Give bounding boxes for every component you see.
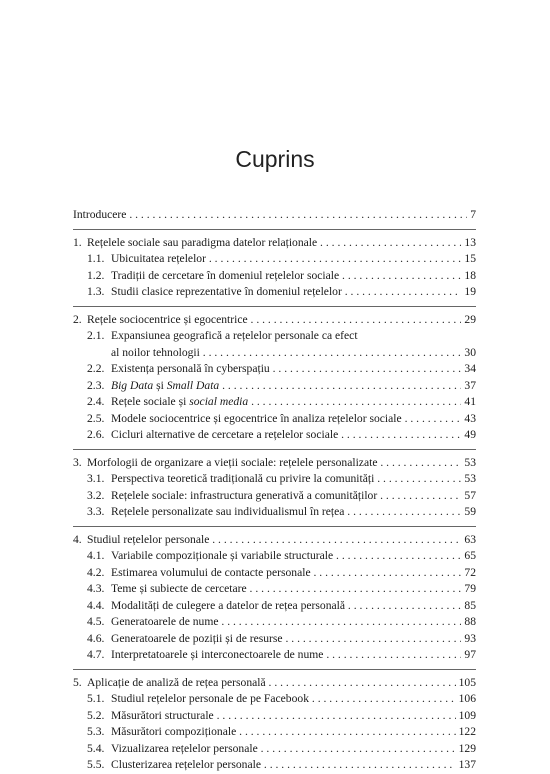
section-divider [73, 449, 476, 450]
toc-title: Cicluri alternative de cercetare a rețelelor sociale . . . [111, 427, 476, 444]
toc-number: 5.1. [87, 692, 105, 705]
toc-page-number: 59 [461, 504, 476, 521]
toc-title: Aplicație de analiză de rețea personală . . . [87, 675, 476, 692]
toc-section[interactable] [73, 741, 476, 758]
toc-chapter[interactable] [73, 455, 476, 472]
toc-page-number: 57 [461, 488, 476, 505]
toc-page-number: 34 [461, 361, 476, 378]
toc-page-number: 19 [461, 284, 476, 301]
toc-section[interactable] [73, 647, 476, 664]
toc-page-number: 30 [461, 345, 476, 362]
toc-section[interactable] [73, 565, 476, 582]
toc-section[interactable] [73, 757, 476, 774]
section-divider [73, 526, 476, 527]
toc-section[interactable] [73, 708, 476, 725]
toc-page-number: 88 [461, 614, 476, 631]
toc-title: Introducere . . . [73, 207, 476, 224]
page-title: Cuprins [235, 146, 315, 172]
toc-page-number: 105 [456, 675, 476, 692]
toc-number: 1.1. [87, 252, 105, 265]
toc-number: 5.5. [87, 758, 105, 771]
toc-title: Măsurători compoziționale . . . [111, 724, 476, 741]
toc-title: Estimarea volumului de contacte personale . . . [111, 565, 476, 582]
toc-title: Rețele sociale și social media . . . [111, 394, 476, 411]
section-divider [73, 669, 476, 670]
toc-page-number: 37 [461, 378, 476, 395]
toc-section[interactable] [73, 328, 476, 345]
toc-chapter[interactable] [73, 312, 476, 329]
toc-title: Teme și subiecte de cercetare . . . [111, 581, 476, 598]
toc-section[interactable] [73, 345, 476, 362]
toc-page-number: 93 [461, 631, 476, 648]
toc-number: 1.2. [87, 268, 105, 282]
toc-section[interactable] [73, 724, 476, 741]
toc-number: 4.7. [87, 648, 105, 661]
toc-title: Variabile compoziționale și variabile structurale . . . [111, 548, 476, 565]
section-divider [73, 229, 476, 230]
toc-page-number: 129 [456, 741, 476, 758]
toc-section[interactable] [73, 614, 476, 631]
toc-title: Expansiunea geografică a rețelelor personale ca efect [111, 329, 358, 342]
toc-title: Studiul rețelelor personale . . . [87, 532, 476, 549]
toc-number: 2.4. [87, 395, 105, 408]
toc-page-number: 106 [456, 691, 476, 708]
toc-section[interactable] [73, 411, 476, 428]
toc-section[interactable] [73, 471, 476, 488]
toc-section[interactable] [73, 488, 476, 505]
toc-section[interactable] [73, 504, 476, 521]
toc-number: 4.2. [87, 565, 105, 579]
toc-title: Rețelele sociale sau paradigma datelor relaționale . . . [87, 235, 476, 252]
toc-title: Rețelele personalizate sau individualismul în rețea . . . [111, 504, 476, 521]
toc-title: Generatoarele de nume . . . [111, 614, 476, 631]
toc-section[interactable] [73, 427, 476, 444]
toc-section[interactable] [73, 581, 476, 598]
toc-number: 5.3. [87, 725, 105, 738]
toc-title: Modalități de culegere a datelor de rețea personală . . . [111, 598, 476, 615]
toc-chapter[interactable] [73, 532, 476, 549]
toc-page-number: 122 [456, 724, 476, 741]
toc-number: 4.6. [87, 631, 105, 645]
toc-number: 2.2. [87, 362, 105, 375]
toc-title: Existența personală în cyberspațiu . . . [111, 361, 476, 378]
toc-number: 4.4. [87, 598, 105, 612]
toc-title: Big Data și Small Data . . . [111, 378, 476, 395]
toc-page-number: 43 [461, 411, 476, 428]
table-of-contents [73, 207, 476, 774]
toc-page-number: 49 [461, 427, 476, 444]
toc-title: Clusterizarea rețelelor personale . . . [111, 757, 476, 774]
toc-number: 1. [73, 235, 82, 249]
toc-page-number: 65 [461, 548, 476, 565]
toc-page-number: 72 [461, 565, 476, 582]
toc-number: 3.2. [87, 488, 105, 502]
toc-page-number: 29 [461, 312, 476, 329]
toc-number: 2.5. [87, 411, 105, 425]
toc-section[interactable] [73, 394, 476, 411]
toc-title: Rețelele sociale: infrastructura generativă a comunităților . . . [111, 488, 476, 505]
toc-number: 4.5. [87, 615, 105, 628]
toc-section[interactable] [73, 268, 476, 285]
toc-page-number: 53 [461, 471, 476, 488]
toc-section[interactable] [73, 361, 476, 378]
toc-page-number: 109 [456, 708, 476, 725]
toc-page-number: 79 [461, 581, 476, 598]
toc-page-number: 41 [461, 394, 476, 411]
toc-page-number: 97 [461, 647, 476, 664]
toc-page-number: 18 [461, 268, 476, 285]
toc-section[interactable] [73, 691, 476, 708]
toc-title: Studii clasice reprezentative în domeniul rețelelor . . . [111, 284, 476, 301]
toc-page-number: 13 [461, 235, 476, 252]
toc-title: Morfologii de organizare a vieții sociale: rețelele personalizate . . . [87, 455, 476, 472]
toc-page-number: 137 [456, 757, 476, 774]
toc-title: Generatoarele de poziții și de resurse . . . [111, 631, 476, 648]
toc-number: 3.1. [87, 472, 105, 485]
toc-section[interactable] [73, 251, 476, 268]
toc-section[interactable] [73, 284, 476, 301]
toc-page-number: 7 [467, 207, 476, 224]
toc-number: 5.4. [87, 741, 105, 755]
toc-title: Rețele sociocentrice și egocentrice . . . [87, 312, 476, 329]
toc-chapter[interactable] [73, 235, 476, 252]
toc-title: Perspectiva teoretică tradițională cu privire la comunități . . . [111, 471, 476, 488]
toc-number: 4.3. [87, 582, 105, 595]
toc-title: Ubicuitatea rețelelor . . . [111, 251, 476, 268]
toc-title: Modele sociocentrice și egocentrice în analiza rețelelor sociale . . . [111, 411, 476, 428]
toc-title: Măsurători structurale . . . [111, 708, 476, 725]
toc-number: 3.3. [87, 505, 105, 518]
toc-page-number: 53 [461, 455, 476, 472]
toc-entry-intro[interactable] [73, 207, 476, 224]
toc-section[interactable] [73, 378, 476, 395]
toc-number: 5.2. [87, 708, 105, 722]
toc-chapter[interactable] [73, 675, 476, 692]
toc-title: Tradiții de cercetare în domeniul rețelelor sociale . . . [111, 268, 476, 285]
toc-number: 2.6. [87, 428, 105, 441]
toc-page-number: 85 [461, 598, 476, 615]
toc-number: 2. [73, 312, 82, 326]
toc-number: 1.3. [87, 285, 105, 298]
toc-number: 2.3. [87, 378, 105, 392]
toc-title: al noilor tehnologii . . . [111, 345, 476, 362]
toc-number: 5. [73, 675, 82, 689]
toc-section[interactable] [73, 548, 476, 565]
toc-page-number: 63 [461, 532, 476, 549]
toc-number: 2.1. [87, 329, 105, 342]
toc-page-number: 15 [461, 251, 476, 268]
toc-number: 3. [73, 455, 82, 469]
toc-number: 4. [73, 532, 82, 546]
toc-title: Interpretatoarele și interconectoarele de nume . . . [111, 647, 476, 664]
toc-section[interactable] [73, 598, 476, 615]
section-divider [73, 306, 476, 307]
toc-section[interactable] [73, 631, 476, 648]
toc-number: 4.1. [87, 549, 105, 562]
toc-title: Studiul rețelelor personale de pe Facebook . . . [111, 691, 476, 708]
toc-title: Vizualizarea rețelelor personale . . . [111, 741, 476, 758]
